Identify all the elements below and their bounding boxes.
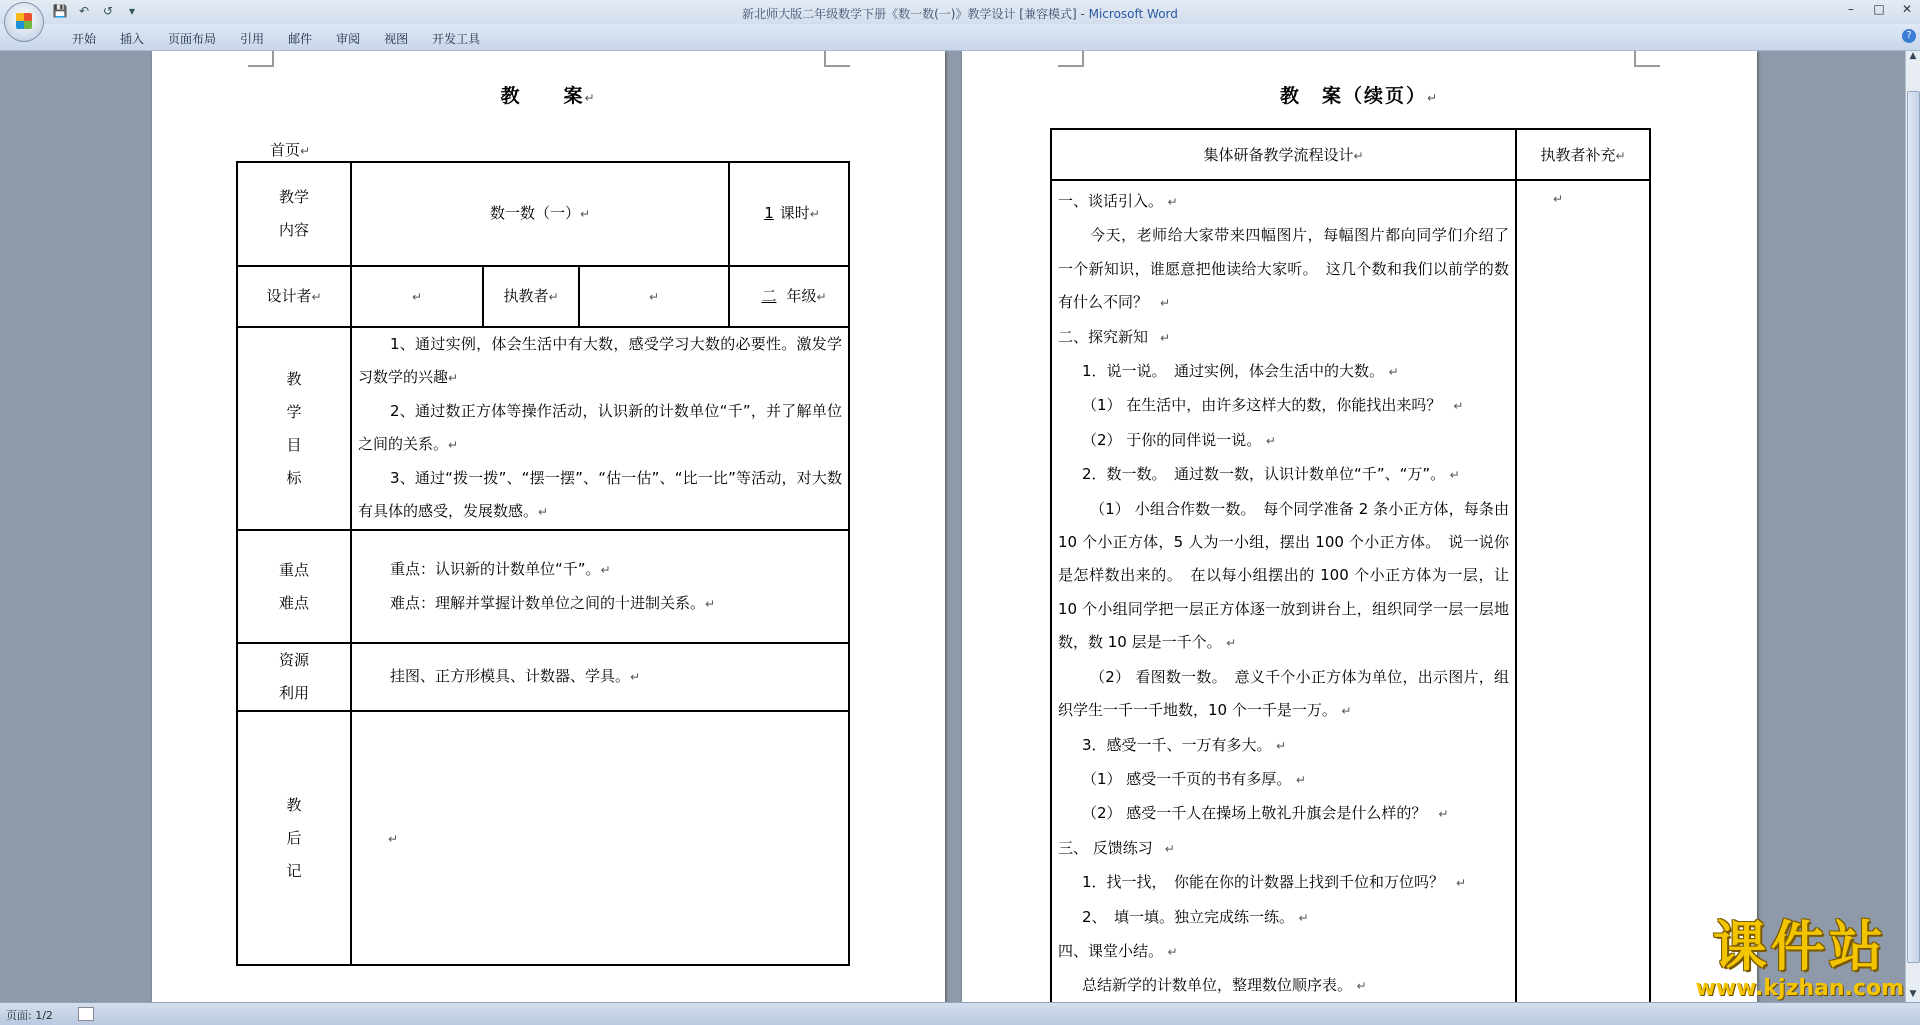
flow-line: 1．说一说。 通过实例，体会生活中的大数。 ↵ — [1082, 362, 1399, 381]
goals-label-char: 学 — [286, 402, 302, 421]
content-label-text: 教学 内容 — [278, 188, 309, 239]
content-label — [237, 162, 351, 266]
goals-label-char: 目 — [286, 435, 302, 454]
flow-line: （1） 在生活中，由许多这样大的数，你能找出来吗？ ↵ — [1082, 396, 1464, 415]
hours-cell[interactable]: 1 课时↵ — [729, 162, 849, 266]
app-name: Microsoft Word — [1088, 7, 1178, 21]
key-label-line: 难点 — [278, 593, 309, 612]
resources-label-line: 资源 — [278, 651, 309, 669]
watermark — [1695, 917, 1904, 1001]
resources-content[interactable] — [351, 643, 849, 711]
crop-mark — [1634, 51, 1660, 67]
watermark-url: www.kjzhan.com — [1695, 976, 1904, 1001]
goal-item: 3、通过“拨一拨”、“摆一摆”、“估一估”、“比一比”等活动，对大数有具体的感受，发展数感。↵ — [358, 469, 842, 520]
close-icon[interactable]: ✕ — [1901, 2, 1913, 16]
flow-line: 今天，老师给大家带来四幅图片，每幅图片都向同学们介绍了一个新知识，谁愿意把他读给大家听。 这几个数和我们以前学的数有什么不同？ ↵ — [1058, 226, 1509, 312]
grade-number: 二 — [761, 286, 777, 305]
proofing-icon[interactable] — [78, 1007, 94, 1021]
flow-line: 四、课堂小结。 ↵ — [1058, 941, 1178, 960]
executor-label-text: 执教者 — [503, 286, 549, 305]
ribbon-tab-4[interactable]: 邮件 — [288, 32, 313, 46]
lesson-table — [236, 161, 850, 966]
reflection-label-char: 后 — [286, 828, 302, 847]
flow-line: 2．数一数。 通过数一数，认识计数单位“千”、“万”。 ↵ — [1082, 465, 1460, 484]
window-controls — [1844, 2, 1914, 16]
maximize-icon[interactable]: □ — [1873, 2, 1885, 16]
ribbon-tabs — [60, 30, 492, 47]
ribbon-tab-1[interactable]: 插入 — [120, 32, 145, 46]
page-2 — [962, 51, 1757, 1003]
key-content[interactable] — [351, 530, 849, 643]
page-title-text: 教 案 — [500, 85, 585, 107]
goals-label — [237, 327, 351, 530]
help-icon[interactable]: ? — [1902, 29, 1916, 43]
first-page-text: 首页 — [270, 141, 301, 159]
crop-mark — [824, 51, 850, 67]
executor-value[interactable]: ↵ — [579, 266, 729, 327]
page-indicator[interactable]: 页面: 1/2 — [6, 1009, 53, 1022]
grade-cell[interactable]: 二 年级↵ — [729, 266, 849, 327]
flow-line: 一、谈话引入。 ↵ — [1058, 192, 1178, 210]
content-value[interactable]: 数一数（一）↵ — [351, 162, 729, 266]
ribbon — [0, 24, 1920, 51]
reflection-label-char: 记 — [286, 861, 302, 880]
continuation-title: 教 案（续页）↵ — [1279, 85, 1440, 107]
key-label — [237, 530, 351, 643]
ribbon-tab-5[interactable]: 审阅 — [336, 32, 361, 46]
vertical-scrollbar[interactable] — [1905, 51, 1920, 1003]
flow-line: （1） 感受一千页的书有多厚。 ↵ — [1082, 769, 1306, 788]
undo-icon[interactable]: ↶ — [78, 4, 90, 18]
reflection-content[interactable]: ↵ — [351, 711, 849, 965]
flow-line: 二、探究新知 ↵ — [1058, 327, 1171, 346]
minimize-icon[interactable]: – — [1848, 2, 1854, 16]
flow-line: （2） 于你的同伴说一说。 ↵ — [1082, 430, 1276, 449]
crop-mark — [1058, 51, 1084, 67]
goals-label-char: 标 — [286, 468, 302, 487]
flow-text — [1052, 181, 1515, 1003]
document-area — [0, 51, 1906, 1003]
office-button[interactable] — [4, 2, 44, 42]
continuation-title-text: 教 案（续页） — [1279, 85, 1427, 107]
resources-label — [237, 643, 351, 711]
ribbon-tab-3[interactable]: 引用 — [240, 32, 265, 46]
flow-line: （1） 小组合作数一数。 每个同学准备 2 条小正方体，每条由 10 个小正方体，5 人为一小组，摆出 100 个小正方体。 说一说你是怎样数出来的。 在以每小组摆出的 100 个小正方体为一层，让 10 个小组同学把一层正方体逐一放到讲台上，组织同学一层一层地数，数 10 层是一千个。 ↵ — [1058, 499, 1509, 652]
title-bar — [0, 0, 1920, 24]
supplement-header-text: 执教者补充 — [1540, 146, 1616, 164]
grade-unit: 年级 — [786, 286, 817, 305]
page-1 — [152, 51, 945, 1003]
hours-unit: 课时 — [779, 204, 810, 222]
redo-icon[interactable]: ↺ — [102, 4, 114, 18]
crop-mark — [248, 51, 274, 67]
designer-value[interactable]: ↵ — [351, 266, 483, 327]
reflection-label-char: 教 — [286, 795, 302, 814]
flow-line: （2） 感受一千人在操场上敬礼升旗会是什么样的？ ↵ — [1082, 804, 1449, 823]
flow-header-text: 集体研备教学流程设计 — [1203, 146, 1354, 164]
customize-qat-icon[interactable]: ▾ — [128, 4, 136, 18]
watermark-title: 课件站 — [1712, 915, 1887, 978]
difficult-point: 难点：理解并掌握计数单位之间的十进制关系。↵ — [390, 593, 716, 612]
page-title: 教 案↵ — [500, 85, 597, 107]
supplement-header: 执教者补充↵ — [1516, 129, 1650, 180]
flow-line: 2、 填一填。独立完成练一练。 ↵ — [1082, 907, 1309, 926]
flow-line: 1．找一找， 你能在你的计数器上找到千位和万位吗？ ↵ — [1082, 873, 1467, 892]
ribbon-tab-0[interactable]: 开始 — [72, 32, 97, 46]
first-page-label: 首页↵ — [270, 141, 311, 159]
flow-table — [1050, 128, 1651, 1003]
flow-line: 3．感受一千、一万有多大。 ↵ — [1082, 735, 1287, 754]
window-title — [0, 5, 1920, 22]
flow-line: （2） 看图数一数。 意义千个小正方体为单位，出示图片，组织学生一千一千地数，10 个一千是一万。 ↵ — [1058, 667, 1509, 720]
office-logo-icon — [16, 13, 32, 29]
flow-line: 总结新学的计数单位，整理数位顺序表。 ↵ — [1082, 976, 1367, 995]
status-bar — [0, 1002, 1920, 1025]
document-title: 新北师大版二年级数学下册《数一数(一)》教学设计 [兼容模式] - — [742, 7, 1089, 21]
hours-number: 1 — [764, 204, 774, 222]
ribbon-tab-6[interactable]: 视图 — [384, 32, 409, 46]
resources-label-line: 利用 — [278, 684, 309, 702]
designer-label: 设计者↵ — [237, 266, 351, 327]
designer-label-text: 设计者 — [266, 286, 312, 305]
key-point: 重点：认识新的计数单位“千”。↵ — [390, 559, 611, 578]
scroll-up-icon[interactable]: ▲ — [1909, 51, 1917, 61]
resources-text: 挂图、正方形模具、计数器、学具。↵ — [390, 667, 641, 685]
goals-content[interactable] — [351, 327, 849, 530]
executor-label: 执教者↵ — [483, 266, 579, 327]
flow-header: 集体研备教学流程设计↵ — [1051, 129, 1516, 180]
key-label-line: 重点 — [278, 560, 309, 579]
save-icon[interactable]: 💾 — [52, 4, 68, 18]
goals-label-char: 教 — [286, 369, 302, 388]
lesson-topic: 数一数（一） — [489, 204, 580, 222]
ribbon-tab-7[interactable]: 开发工具 — [432, 32, 481, 46]
goal-item: 1、通过实例，体会生活中有大数，感受学习大数的必要性。激发学习数学的兴趣↵ — [358, 335, 842, 386]
reflection-label — [237, 711, 351, 965]
goal-item: 2、通过数正方体等操作活动，认识新的计数单位“千”，并了解单位之间的关系。↵ — [358, 402, 842, 453]
flow-line: 三、 反馈练习 ↵ — [1058, 838, 1175, 857]
scroll-thumb[interactable] — [1907, 91, 1920, 963]
scroll-down-icon[interactable]: ▼ — [1909, 989, 1917, 999]
flow-content[interactable] — [1051, 180, 1516, 1003]
supplement-content[interactable]: ↵ — [1516, 180, 1650, 1003]
ribbon-tab-2[interactable]: 页面布局 — [168, 32, 217, 46]
